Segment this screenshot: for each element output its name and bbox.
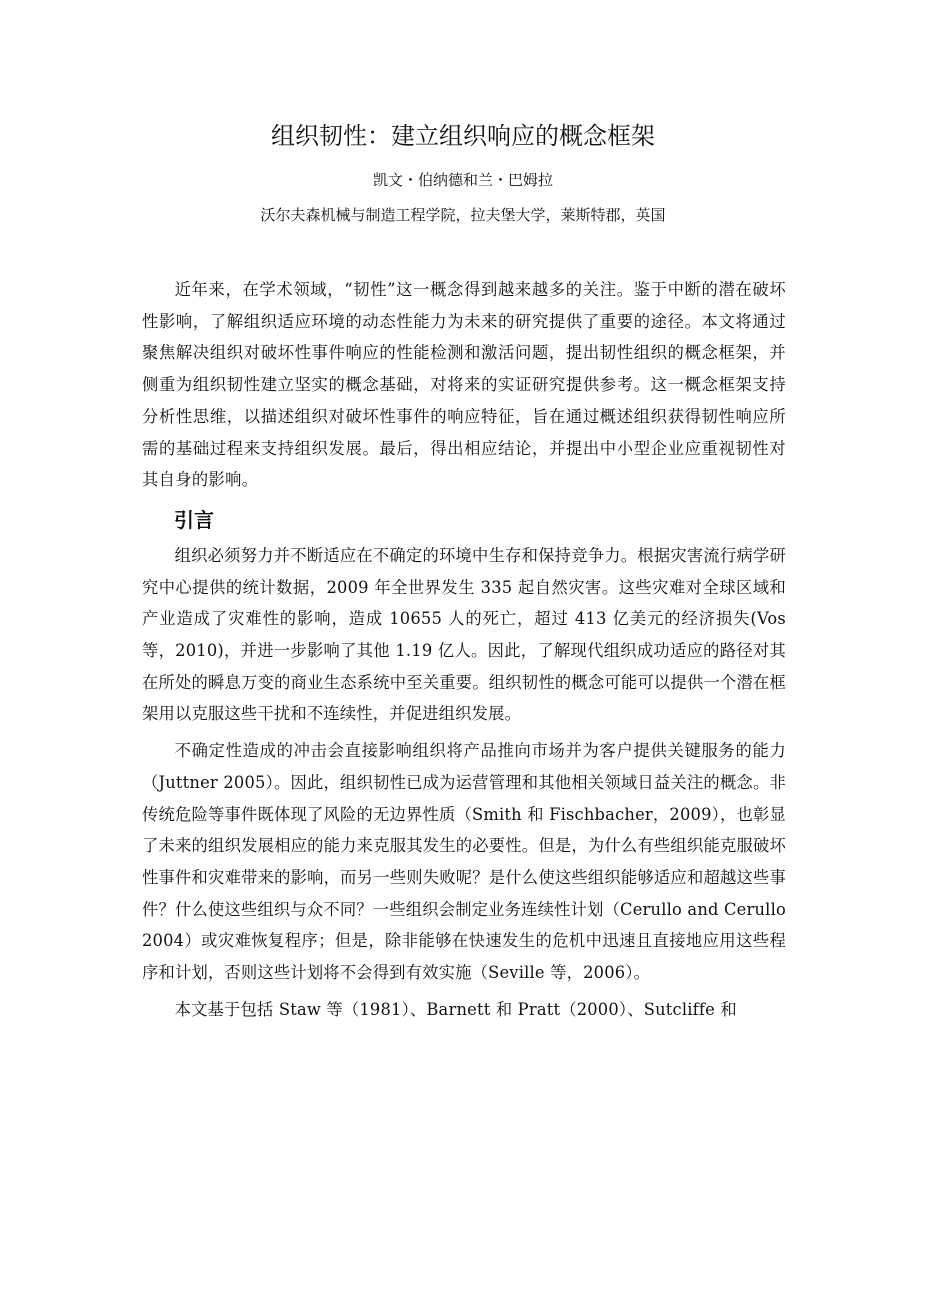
paper-body <box>142 274 786 1025</box>
body-paragraph: 组织必须努力并不断适应在不确定的环境中生存和保持竞争力。根据灾害流行病学研究中心提供的统计数据，2009 年全世界发生 335 起自然灾害。这些灾难对全球区域和产业造成了灾难性的影响，造成 10655 人的死亡，超过 413 亿美元的经济损失(Vos 等，2010)，并进一步影响了其他 1.19 亿人。因此，了解现代组织成功适应的路径对其在所处的瞬息万变的商业生态系统中至关重要。组织韧性的概念可能可以提供一个潜在框架用以克服这些干扰和不连续性，并促进组织发展。 <box>142 545 786 724</box>
paper-authors: 凯文・伯纳德和兰・巴姆拉 <box>372 171 553 189</box>
abstract-paragraph: 近年来，在学术领域，“韧性”这一概念得到越来越多的关注。鉴于中断的潜在破坏性影响，了解组织适应环境的动态性能力为未来的研究提供了重要的途径。本文将通过聚焦解决组织对破坏性事件响应的性能检测和激活问题，提出韧性组织的概念框架，并侧重为组织韧性建立坚实的概念基础，对将来的实证研究提供参考。这一概念框架支持分析性思维，以描述组织对破坏性事件的响应特征，旨在通过概述组织获得韧性响应所需的基础过程来支持组织发展。最后，得出相应结论，并提出中小型企业应重视韧性对其自身的影响。 <box>142 280 786 490</box>
paper-affiliation: 沃尔夫森机械与制造工程学院，拉夫堡大学，莱斯特郡，英国 <box>260 206 666 224</box>
body-paragraph: 不确定性造成的冲击会直接影响组织将产品推向市场并为客户提供关键服务的能力（Juttner 2005）。因此，组织韧性已成为运营管理和其他相关领域日益关注的概念。非传统危险等事件既体现了风险的无边界性质（Smith 和 Fischbacher，2009），也彰显了未来的组织发展相应的能力来克服其发生的必要性。但是，为什么有些组织能克服破坏性事件和灾难带来的影响，而另一些则失败呢？是什么使这些组织能够适应和超越这些事件？什么使这些组织与众不同？一些组织会制定业务连续性计划（Cerullo and Cerullo 2004）或灾难恢复程序；但是，除非能够在快速发生的危机中迅速且直接地应用这些程序和计划，否则这些计划将不会得到有效实施（Seville 等，2006）。 <box>142 741 786 983</box>
paper-title: 组织韧性：建立组织响应的概念框架 <box>271 122 655 150</box>
section-heading-introduction: 引言 <box>174 507 214 532</box>
body-paragraph: 本文基于包括 Staw 等（1981）、Barnett 和 Pratt（2000）、Sutcliffe 和 <box>174 999 737 1019</box>
